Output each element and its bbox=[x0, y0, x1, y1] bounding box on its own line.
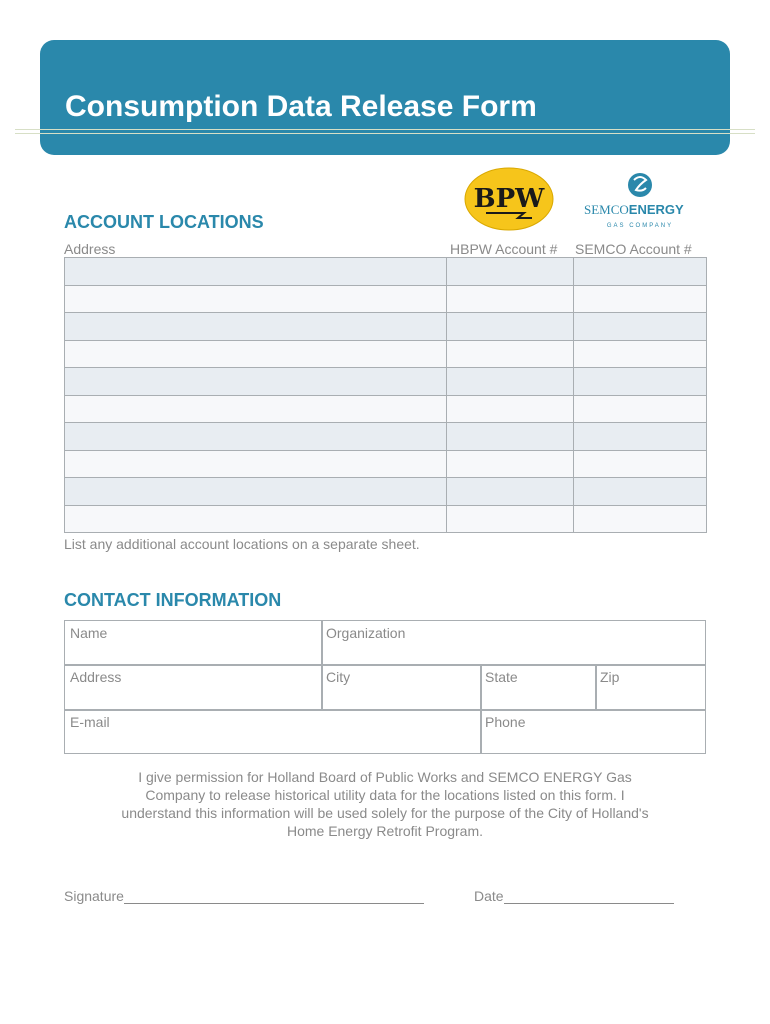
date-line bbox=[504, 889, 674, 904]
semco-account-cell[interactable] bbox=[574, 450, 707, 478]
city-label: City bbox=[326, 669, 351, 685]
semco-account-cell[interactable] bbox=[574, 368, 707, 396]
table-row bbox=[65, 285, 707, 313]
semco-account-cell[interactable] bbox=[574, 395, 707, 423]
city-field[interactable] bbox=[321, 665, 480, 709]
hbpw-account-cell[interactable] bbox=[447, 423, 574, 451]
semco-account-cell[interactable] bbox=[574, 340, 707, 368]
address-cell[interactable] bbox=[65, 340, 447, 368]
address-cell[interactable] bbox=[65, 423, 447, 451]
signature-line bbox=[124, 889, 424, 904]
hbpw-account-cell[interactable] bbox=[447, 340, 574, 368]
name-field[interactable] bbox=[65, 621, 321, 664]
semco-account-cell[interactable] bbox=[574, 285, 707, 313]
account-section-title: ACCOUNT LOCATIONS bbox=[64, 212, 264, 232]
semco-column-label: SEMCO Account # bbox=[575, 241, 692, 257]
contact-section-title: CONTACT INFORMATION bbox=[64, 590, 282, 610]
hbpw-column-label: HBPW Account # bbox=[450, 241, 558, 257]
table-row bbox=[65, 478, 707, 506]
signature-field[interactable] bbox=[64, 888, 424, 904]
address-cell[interactable] bbox=[65, 478, 447, 506]
semco-account-cell[interactable] bbox=[574, 258, 707, 286]
svg-text:SEMCOENERGY bbox=[584, 202, 684, 217]
semco-logo-sub: GAS COMPANY bbox=[606, 223, 674, 229]
contact-form bbox=[64, 620, 706, 754]
signature-label: Signature bbox=[64, 888, 124, 904]
address-cell[interactable] bbox=[65, 450, 447, 478]
page-title: Consumption Data Release Form bbox=[65, 90, 537, 123]
hbpw-account-cell[interactable] bbox=[447, 285, 574, 313]
semco-logo-text-a: SEMCO bbox=[584, 202, 629, 217]
hbpw-account-cell[interactable] bbox=[447, 395, 574, 423]
header-banner bbox=[40, 40, 730, 155]
phone-field[interactable] bbox=[480, 710, 705, 753]
address-cell[interactable] bbox=[65, 368, 447, 396]
email-label: E-mail bbox=[70, 714, 110, 730]
zip-field[interactable] bbox=[595, 665, 705, 709]
organization-field[interactable] bbox=[321, 621, 705, 664]
table-row bbox=[65, 258, 707, 286]
state-label: State bbox=[485, 669, 518, 685]
phone-label: Phone bbox=[485, 714, 526, 730]
hbpw-account-cell[interactable] bbox=[447, 505, 574, 533]
address-cell[interactable] bbox=[65, 395, 447, 423]
hbpw-account-cell[interactable] bbox=[447, 478, 574, 506]
semco-account-cell[interactable] bbox=[574, 313, 707, 341]
account-table bbox=[64, 257, 707, 533]
semco-account-cell[interactable] bbox=[574, 423, 707, 451]
table-row bbox=[65, 368, 707, 396]
bpw-logo bbox=[464, 167, 554, 231]
date-field[interactable] bbox=[474, 888, 674, 904]
semco-logo bbox=[580, 170, 700, 230]
table-row bbox=[65, 423, 707, 451]
semco-logo-text-b: ENERGY bbox=[628, 202, 684, 217]
address-label: Address bbox=[70, 669, 122, 685]
table-row bbox=[65, 340, 707, 368]
table-row bbox=[65, 505, 707, 533]
bpw-logo-text: BPW bbox=[473, 184, 545, 214]
address-column-label: Address bbox=[64, 241, 116, 257]
email-field[interactable] bbox=[65, 710, 480, 753]
address-cell[interactable] bbox=[65, 258, 447, 286]
date-label: Date bbox=[474, 888, 504, 904]
permission-statement: I give permission for Holland Board of Public Works and SEMCO ENERGY Gas Company to release historical utility data for the locations listed on this form. I understand this information will be used solely for the purpose of the City of Holland's Home Energy Retrofit Program. bbox=[121, 769, 649, 839]
hbpw-account-cell[interactable] bbox=[447, 313, 574, 341]
header-rule bbox=[15, 129, 755, 130]
address-cell[interactable] bbox=[65, 285, 447, 313]
name-label: Name bbox=[70, 625, 108, 641]
table-row bbox=[65, 450, 707, 478]
header-rule bbox=[15, 133, 755, 134]
hbpw-account-cell[interactable] bbox=[447, 368, 574, 396]
semco-account-cell[interactable] bbox=[574, 505, 707, 533]
address-cell[interactable] bbox=[65, 313, 447, 341]
address-field[interactable] bbox=[65, 665, 321, 709]
organization-label: Organization bbox=[326, 625, 406, 641]
hbpw-account-cell[interactable] bbox=[447, 258, 574, 286]
hbpw-account-cell[interactable] bbox=[447, 450, 574, 478]
table-row bbox=[65, 313, 707, 341]
address-cell[interactable] bbox=[65, 505, 447, 533]
semco-account-cell[interactable] bbox=[574, 478, 707, 506]
additional-locations-note: List any additional account locations on a separate sheet. bbox=[64, 536, 420, 552]
state-field[interactable] bbox=[480, 665, 595, 709]
zip-label: Zip bbox=[600, 669, 620, 685]
table-row bbox=[65, 395, 707, 423]
